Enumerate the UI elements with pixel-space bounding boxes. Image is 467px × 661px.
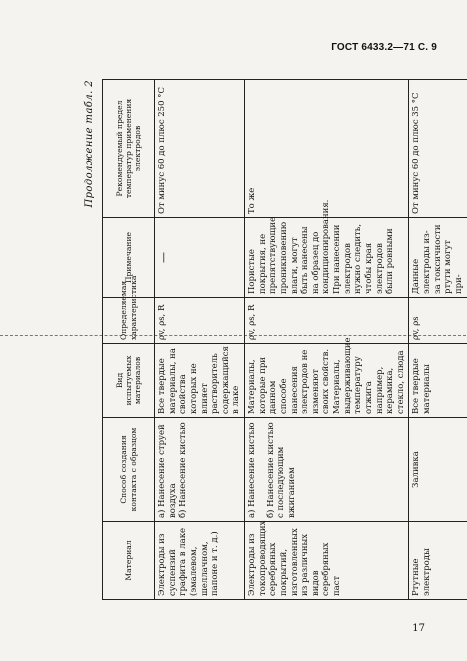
rotated-table-block — [84, 80, 464, 600]
method-item: а) Нанесение струей воздуха — [157, 424, 178, 518]
cell-temp: То же — [245, 80, 409, 218]
cell-method — [409, 418, 467, 522]
cell-characteristic: ρv, ρs, R — [155, 298, 245, 344]
cell-characteristic: ρv, ρs — [409, 298, 467, 344]
cell-temp: От минус 60 до плюс 35 °С — [409, 80, 467, 218]
cell-characteristic: ρv, ρs, R — [245, 298, 409, 344]
cell-method — [245, 418, 409, 522]
cell-note: Данные электроды из-за токсичности ртути могут при- — [409, 218, 467, 298]
col-header-note: Примечание — [103, 218, 155, 298]
cell-materials-type: Все твердые материалы — [409, 344, 467, 418]
col-header-material: Материал — [103, 522, 155, 600]
table-row — [155, 80, 245, 600]
table-row — [409, 80, 467, 600]
table-row — [245, 80, 409, 600]
method-item: б) Нанесение кистью — [178, 422, 189, 518]
method-item: б) Нанесение кистью с последующим вжиганием — [265, 422, 297, 518]
table-continuation-title: Продолжение табл. 2 — [84, 80, 95, 208]
page-number: 17 — [412, 623, 425, 634]
col-header-characteristic: Определяемая характеристика — [103, 298, 155, 344]
cell-method — [155, 418, 245, 522]
cell-note: — — [155, 218, 245, 298]
cell-material: Электроды из суспензий графита в лаке (эмалевом, шеллачном, папоне и т. д.) — [155, 522, 245, 600]
col-header-materials-type: Вид испытуемых материалов — [103, 344, 155, 418]
method-item: а) Нанесение кистью — [247, 422, 257, 518]
cell-materials-type: Материалы, которые при данном способе нанесения электродов не изменяют своих свойств. Материалы, выдерживающие температуру отжига например, керамика, стекло, слюда — [245, 344, 409, 418]
col-header-temp: Рекомендуемый предел температур применения электродов — [103, 80, 155, 218]
method-item: Заливка — [411, 451, 422, 488]
cell-materials-type: Все твердые материалы, на свойства которых не влияет растворитель содержащийся в лаке — [155, 344, 245, 418]
cell-material: Ртутные электроды — [409, 522, 467, 600]
cell-material: Электроды из токопроводящих серебряных покрытий, изготовленных из различных видов серебряных паст — [245, 522, 409, 600]
cell-note: Пористые покрытия, не препятствующие проникновению влаги, могут быть нанесены на образец до кондиционирования. При нанесении электродов нужно следить, чтобы края электродов были ровными — [245, 218, 409, 298]
document-header: ГОСТ 6433.2—71 С. 9 — [331, 42, 437, 53]
cell-temp: От минус 60 до плюс 250 °С — [155, 80, 245, 218]
table-header-row — [103, 80, 155, 600]
electrodes-table — [102, 79, 467, 600]
col-header-method: Способ создания контакта с образцом — [103, 418, 155, 522]
